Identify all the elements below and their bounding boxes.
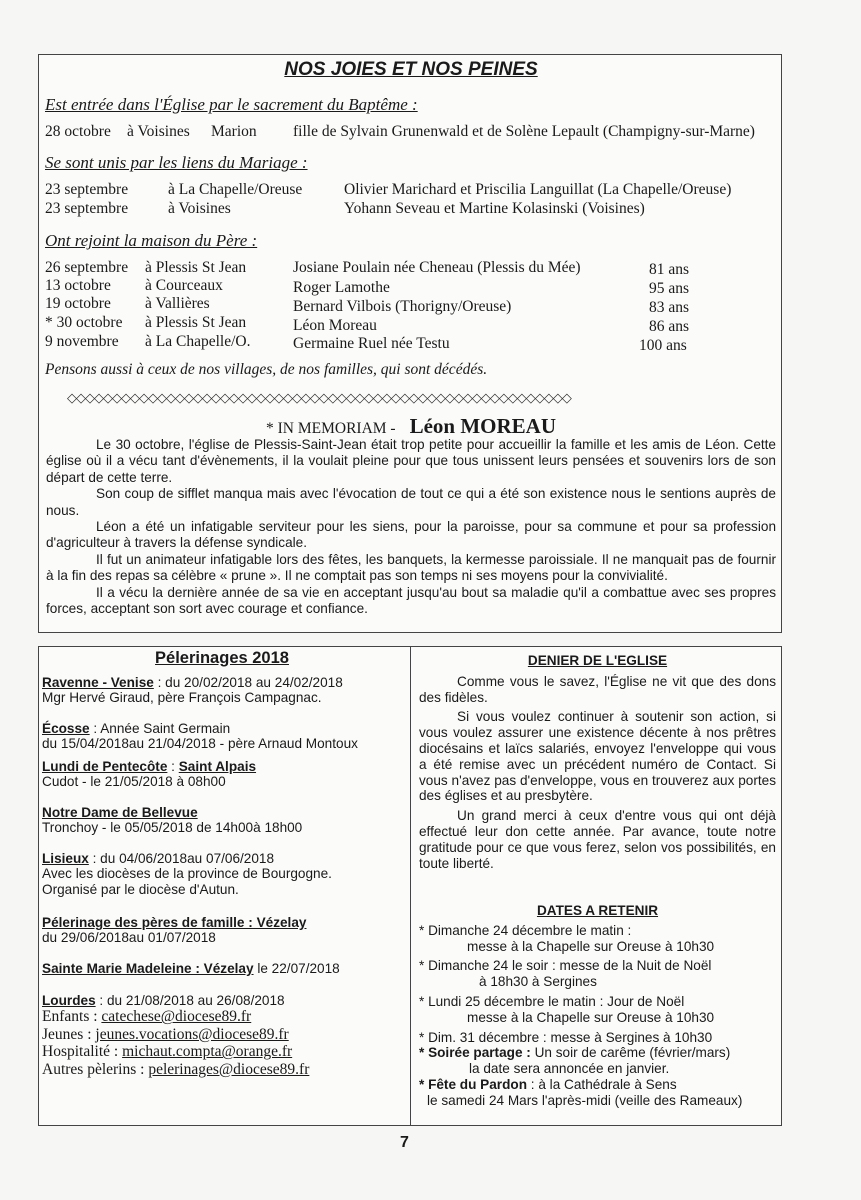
death-place: à Plessis St Jean bbox=[145, 314, 247, 331]
column-divider bbox=[410, 647, 411, 1125]
memoriam-text bbox=[46, 437, 776, 617]
death-name: Roger Lamothe bbox=[293, 279, 390, 296]
marriage-place: à Voisines bbox=[168, 200, 231, 217]
baptism-date: 28 octobre bbox=[45, 123, 111, 140]
announcements-box bbox=[38, 646, 782, 1126]
lourdes-pilgrimage bbox=[42, 993, 402, 1078]
soiree-text: Un soir de carême (février/mars) bbox=[530, 1045, 731, 1061]
memoriam-paragraph: Il fut un animateur infatigable lors des fêtes, les banquets, la kermesse paroissiale. Il ne manquait pas de fournir à la fin des repas sa célèbre « prune ». Il ne comptait pas son temps ni ses moyens pour la convivialité. bbox=[46, 551, 776, 584]
marriage-heading: Se sont unis par les liens du Mariage : bbox=[45, 153, 308, 172]
marriage-date: 23 septembre bbox=[45, 181, 129, 198]
deaths-heading: Ont rejoint la maison du Père : bbox=[45, 231, 258, 250]
denier-paragraph: Si vous voulez continuer à soutenir son action, si vous voulez assurer une existence décente à nos prêtres diocésains et laïcs salariés, envoyez l'enveloppe qui vous a été remise avec un précédent numéro de Contact. Si vous n'avez pas d'enveloppe, vous en trouverez aux portes des églises et au presbytère. bbox=[419, 709, 776, 804]
pardon-label: * Fête du Pardon bbox=[419, 1076, 528, 1092]
pilgrimages-title: Pélerinages 2018 bbox=[155, 649, 289, 667]
pilgrimage-name: Écosse bbox=[42, 721, 90, 736]
marriage-place: à La Chapelle/Oreuse bbox=[168, 181, 303, 198]
contact-label: Autres pèlerins : bbox=[42, 1060, 149, 1078]
pilgrimage-item bbox=[42, 915, 402, 946]
death-date: 19 octobre bbox=[45, 295, 111, 312]
date-item-detail: la date sera annoncée en janvier. bbox=[469, 1061, 670, 1077]
soiree-label: * Soirée partage : bbox=[419, 1045, 531, 1061]
death-age: 81 ans bbox=[649, 261, 690, 278]
memoriam-paragraph: Le 30 octobre, l'église de Plessis-Saint-Jean était trop petite pour accueillir la famille et les amis de Léon. Cette église où il a vécu tant d'évènements, il la voulait pleine pour que tous unissent leurs pensées et souvenirs lors de son départ de cette terre. bbox=[46, 437, 776, 485]
contact-label: Hospitalité : bbox=[42, 1043, 123, 1061]
date-item-detail: le samedi 24 Mars l'après-midi (veille des Rameaux) bbox=[427, 1092, 743, 1108]
memoriam-heading bbox=[39, 414, 783, 439]
pilgrimage-separator: : bbox=[167, 759, 179, 774]
pilgrimage-dates: : Année Saint Germain bbox=[89, 721, 231, 736]
email-link[interactable]: michaut.compta@orange.fr bbox=[122, 1043, 293, 1061]
denier-title: DENIER DE L'EGLISE bbox=[527, 653, 668, 668]
pilgrimage-detail: Mgr Hervé Giraud, père François Campagnac. bbox=[42, 690, 322, 706]
pilgrimage-detail: du 29/06/2018au 01/07/2018 bbox=[42, 930, 216, 946]
pilgrimage-name: Lisieux bbox=[42, 851, 89, 866]
pilgrimage-dates: : du 21/08/2018 au 26/08/2018 bbox=[95, 993, 285, 1008]
death-place: à Courceaux bbox=[145, 277, 223, 294]
pilgrimage-name: Ravenne - Venise bbox=[42, 675, 154, 690]
pilgrimage-detail: du 15/04/2018au 21/04/2018 - père Arnaud Montoux bbox=[42, 736, 358, 752]
contact-label: Enfants : bbox=[42, 1008, 102, 1026]
email-link[interactable]: jeunes.vocations@diocese89.fr bbox=[95, 1025, 289, 1043]
death-date: 26 septembre bbox=[45, 259, 129, 276]
pilgrimage-name: Lourdes bbox=[42, 993, 96, 1008]
death-age: 95 ans bbox=[649, 280, 690, 297]
death-name: Bernard Vilbois (Thorigny/Oreuse) bbox=[293, 298, 512, 315]
dates-section bbox=[419, 903, 776, 1109]
pilgrimage-dates: : du 04/06/2018au 07/06/2018 bbox=[88, 851, 275, 866]
memoriam-paragraph: Son coup de sifflet manqua mais avec l'évocation de tout ce qui a été son existence nous le sentions auprès de nous. bbox=[46, 486, 776, 518]
date-item-detail: à 18h30 à Sergines bbox=[479, 974, 597, 990]
ornament-divider: ◇◇◇◇◇◇◇◇◇◇◇◇◇◇◇◇◇◇◇◇◇◇◇◇◇◇◇◇◇◇◇◇◇◇◇◇◇◇◇◇◇◇◇◇◇◇◇◇◇◇◇◇◇◇◇◇ bbox=[67, 390, 571, 405]
pardon-text: : à la Cathédrale à Sens bbox=[527, 1076, 677, 1092]
contact-label: Jeunes : bbox=[42, 1025, 96, 1043]
memoriam-name: Léon MOREAU bbox=[409, 414, 556, 438]
email-link[interactable]: pelerinages@diocese89.fr bbox=[148, 1060, 310, 1078]
pilgrimage-detail: Organisé par le diocèse d'Autun. bbox=[42, 881, 239, 897]
pilgrimage-name: Pélerinage des pères de famille : Vézelay bbox=[42, 915, 307, 930]
baptism-detail: fille de Sylvain Grunenwald et de Solène Lepault (Champigny-sur-Marne) bbox=[293, 123, 755, 140]
date-item: * Dimanche 24 le soir : messe de la Nuit de Noël bbox=[419, 958, 712, 974]
date-item-soiree bbox=[419, 1045, 776, 1061]
pilgrimage-name: Notre Dame de Bellevue bbox=[42, 805, 198, 820]
death-date: 13 octobre bbox=[45, 277, 111, 294]
marriage-names: Yohann Seveau et Martine Kolasinski (Voisines) bbox=[344, 200, 645, 217]
pilgrimage-item bbox=[42, 721, 402, 752]
dates-title: DATES A RETENIR bbox=[536, 903, 659, 918]
death-age: 83 ans bbox=[649, 299, 690, 316]
date-item-detail: messe à la Chapelle sur Oreuse à 10h30 bbox=[467, 1009, 715, 1025]
email-link[interactable]: catechese@diocese89.fr bbox=[101, 1008, 252, 1026]
date-item: * Dim. 31 décembre : messe à Sergines à 10h30 bbox=[419, 1029, 713, 1045]
pilgrimage-name: Lundi de Pentecôte bbox=[42, 759, 168, 774]
pilgrimage-item bbox=[42, 961, 402, 976]
death-date: * 30 octobre bbox=[45, 314, 123, 331]
date-item-pardon bbox=[419, 1077, 776, 1093]
page-title: NOS JOIES ET NOS PEINES bbox=[284, 59, 538, 80]
baptism-place: à Voisines bbox=[127, 123, 190, 140]
pilgrimage-dates: le 22/07/2018 bbox=[253, 961, 340, 976]
death-age: 100 ans bbox=[639, 337, 687, 354]
contact-line bbox=[42, 1008, 402, 1026]
contact-line bbox=[42, 1061, 402, 1079]
memoriam-paragraph: Léon a été un infatigable serviteur pour les siens, pour la paroisse, pour sa commune et pour sa profession d'agriculteur à travers la défense syndicale. bbox=[46, 519, 776, 551]
pilgrimage-item bbox=[42, 805, 402, 836]
joys-and-sorrows-box bbox=[38, 54, 782, 633]
marriage-date: 23 septembre bbox=[45, 200, 129, 217]
date-item-detail: messe à la Chapelle sur Oreuse à 10h30 bbox=[467, 938, 715, 954]
pilgrimage-item bbox=[42, 759, 402, 790]
pilgrimage-detail: Avec les diocèses de la province de Bourgogne. bbox=[42, 866, 332, 882]
death-name: Germaine Ruel née Testu bbox=[293, 335, 450, 352]
baptism-name: Marion bbox=[211, 123, 257, 140]
date-item: * Dimanche 24 décembre le matin : bbox=[419, 922, 632, 938]
denier-paragraph: Comme vous le savez, l'Église ne vit que des dons des fidèles. bbox=[419, 673, 776, 705]
denier-section bbox=[419, 653, 776, 871]
page-number: 7 bbox=[400, 1134, 409, 1151]
pilgrimage-name: Sainte Marie Madeleine : Vézelay bbox=[42, 961, 254, 976]
pilgrimage-detail: Tronchoy - le 05/05/2018 de 14h00à 18h00 bbox=[42, 820, 303, 836]
date-item: * Lundi 25 décembre le matin : Jour de Noël bbox=[419, 993, 685, 1009]
pilgrimage-item bbox=[42, 675, 402, 706]
pilgrimage-detail: Cudot - le 21/05/2018 à 08h00 bbox=[42, 774, 226, 790]
pilgrimage-item bbox=[42, 851, 402, 897]
contact-line bbox=[42, 1043, 402, 1061]
death-name: Josiane Poulain née Cheneau (Plessis du Mée) bbox=[293, 259, 581, 276]
death-name: Léon Moreau bbox=[293, 317, 377, 334]
memoriam-paragraph: Il a vécu la dernière année de sa vie en acceptant jusqu'au bout sa maladie qu'il a combattue avec ses propres forces, acceptant son sort avec courage et confiance. bbox=[46, 584, 776, 617]
memoriam-label: * IN MEMORIAM - bbox=[265, 420, 396, 437]
pilgrimage-name-2: Saint Alpais bbox=[178, 759, 257, 774]
death-place: à Plessis St Jean bbox=[145, 259, 247, 276]
death-age: 86 ans bbox=[649, 318, 690, 335]
death-place: à Vallières bbox=[145, 295, 210, 312]
contact-line bbox=[42, 1026, 402, 1044]
marriage-names: Olivier Marichard et Priscilia Languillat (La Chapelle/Oreuse) bbox=[344, 181, 732, 198]
deaths-closing: Pensons aussi à ceux de nos villages, de nos familles, qui sont décédés. bbox=[45, 361, 488, 378]
pilgrimage-dates: : du 20/02/2018 au 24/02/2018 bbox=[153, 675, 343, 690]
death-place: à La Chapelle/O. bbox=[145, 333, 251, 350]
denier-paragraph: Un grand merci à ceux d'entre vous qui ont déjà effectué leur don cette année. Par avance, toute notre gratitude pour ce que vous ferez, selon vos possibilités, en toute liberté. bbox=[419, 808, 776, 871]
death-date: 9 novembre bbox=[45, 333, 119, 350]
baptism-heading: Est entrée dans l'Église par le sacrement du Baptême : bbox=[45, 95, 418, 114]
